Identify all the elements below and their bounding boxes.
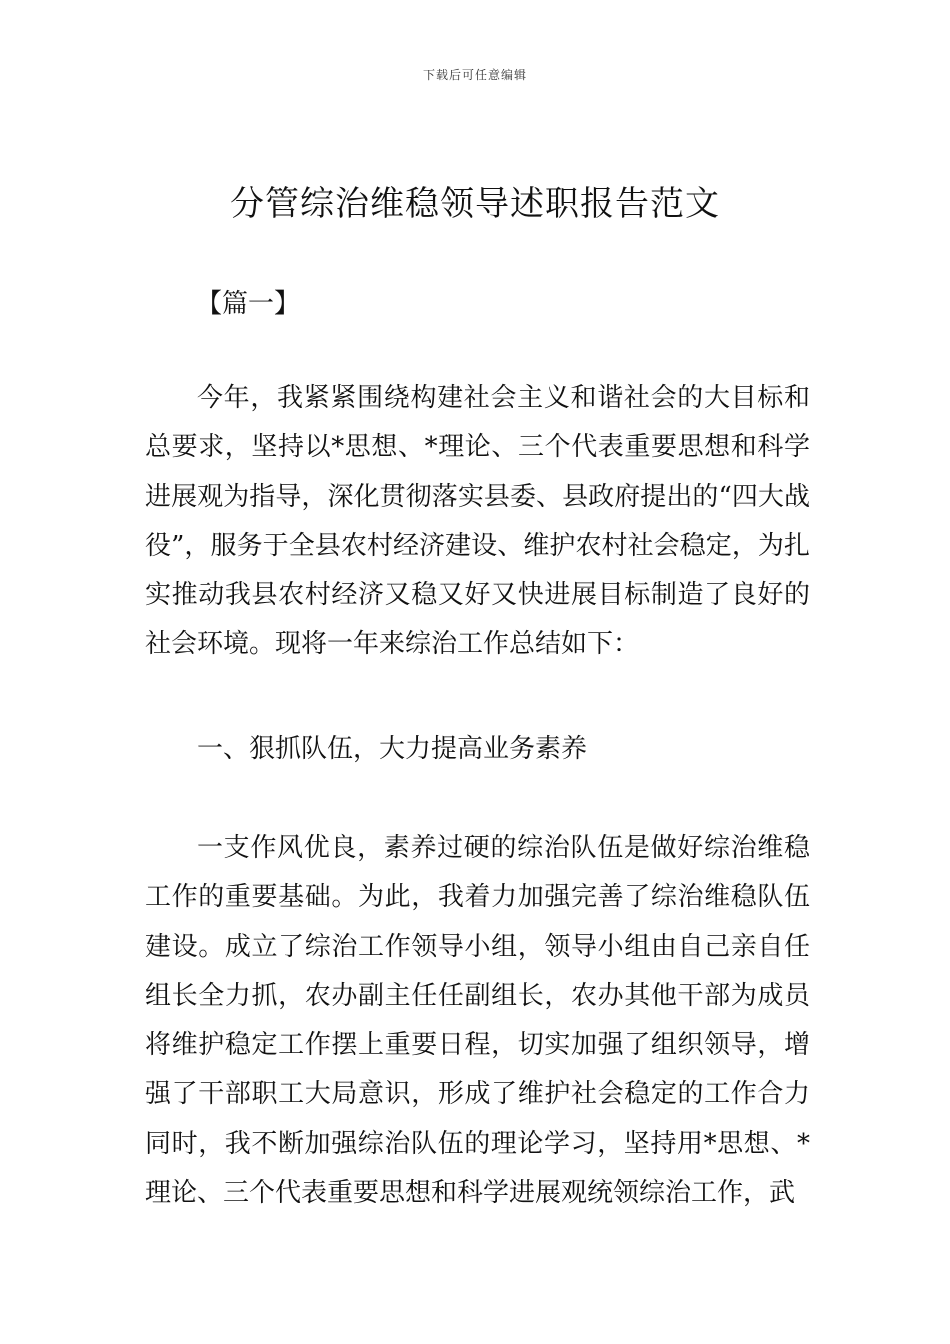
section-tag: 【篇一】 [196, 289, 301, 319]
body-paragraph-2: 一支作风优良，素养过硬的综治队伍是做好综治维稳工作的重要基础。为此，我着力加强完善了综治维稳队伍建设。成立了综治工作领导小组，领导小组由自己亲自任组长全力抓，农办副主任任副组长，农办其他干部为成员将维护稳定工作摆上重要日程，切实加强了组织领导，增强了干部职工大局意识，形成了维护社会稳定的工作合力同时，我不断加强综治队伍的理论学习，坚持用*思想、*理论、三个代表重要思想和科学进展观统领综治工作，武 [145, 833, 810, 1209]
document-title: 分管综治维稳领导述职报告范文 [230, 184, 720, 224]
body-paragraph-1: 今年，我紧紧围绕构建社会主义和谐社会的大目标和总要求，坚持以*思想、*理论、三个代表重要思想和科学进展观为指导，深化贯彻落实县委、县政府提出的“四大战役”，服务于全县农村经济建设、维护农村社会稳定，为扎实推动我县农村经济又稳又好又快进展目标制造了良好的社会环境。现将一年来综治工作总结如下： [145, 383, 810, 660]
section-heading-1: 一、狠抓队伍，大力提高业务素养 [197, 734, 588, 764]
header-note: 下载后可任意编辑 [422, 68, 527, 82]
